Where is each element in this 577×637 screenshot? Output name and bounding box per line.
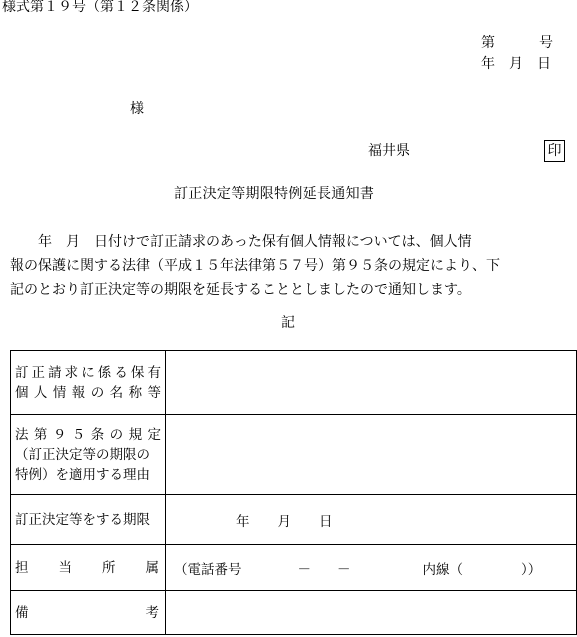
seal-stamp: 印	[544, 140, 565, 162]
label-line: 訂正決定等をする期限	[15, 511, 150, 528]
row-label-information-name	[11, 351, 166, 415]
ki-heading: 記	[281, 315, 295, 331]
table-row	[11, 545, 577, 591]
label-char: 備	[15, 604, 29, 621]
date-year: 年	[481, 56, 495, 72]
date-month: 月	[509, 56, 523, 72]
reason-field[interactable]	[166, 415, 577, 495]
table-row	[11, 415, 577, 495]
remarks-field[interactable]	[166, 591, 577, 635]
row-label-reason	[11, 415, 166, 495]
document-title: 訂正決定等期限特例延長通知書	[174, 186, 375, 202]
deadline-field[interactable]	[166, 495, 577, 545]
label-char: 考	[145, 604, 159, 621]
phone-dash: －	[337, 561, 351, 578]
extension-label: 内線（	[422, 561, 463, 578]
label-line: 特例）を適用する理由	[15, 466, 150, 483]
label-line: 個人情報の名称等	[15, 384, 161, 401]
label-line: 訂正請求に係る保有	[15, 364, 161, 381]
label-char: 所	[102, 559, 116, 576]
table-row	[11, 495, 577, 545]
body-line: 報の保護に関する法律（平成１５年法律第５７号）第９５条の規定により、下	[10, 258, 500, 274]
deadline-year: 年	[236, 513, 250, 530]
doc-number-prefix: 第	[481, 35, 495, 51]
form-number-label: 様式第１９号（第１２条関係）	[2, 0, 198, 15]
label-char: 当	[58, 559, 72, 576]
addressee-honorific: 様	[130, 101, 144, 117]
body-text	[10, 230, 574, 302]
information-name-field[interactable]	[166, 351, 577, 415]
table-row	[11, 351, 577, 415]
doc-number-suffix: 号	[539, 35, 553, 51]
deadline-day: 日	[319, 513, 333, 530]
row-label-department	[11, 545, 166, 591]
issuer-name: 福井県	[368, 143, 410, 159]
label-char: 属	[145, 559, 159, 576]
label-line: 法第９５条の規定	[15, 426, 161, 443]
document-number	[481, 36, 553, 50]
body-line: 年 月 日付けで訂正請求のあった保有個人情報については、個人情	[10, 234, 472, 250]
department-field[interactable]	[166, 545, 577, 591]
phone-label: （電話番号	[174, 561, 242, 578]
details-table	[10, 350, 577, 635]
label-line: （訂正決定等の期限の	[15, 446, 150, 463]
body-line: 記のとおり訂正決定等の期限を延長することとしましたので通知します。	[10, 282, 471, 298]
document-date	[481, 57, 551, 71]
extension-close: ））	[521, 561, 542, 578]
deadline-month: 月	[277, 513, 291, 530]
date-day: 日	[537, 56, 551, 72]
label-char: 担	[15, 559, 29, 576]
table-row	[11, 591, 577, 635]
row-label-remarks	[11, 591, 166, 635]
row-label-deadline	[11, 495, 166, 545]
phone-dash: －	[297, 561, 311, 578]
